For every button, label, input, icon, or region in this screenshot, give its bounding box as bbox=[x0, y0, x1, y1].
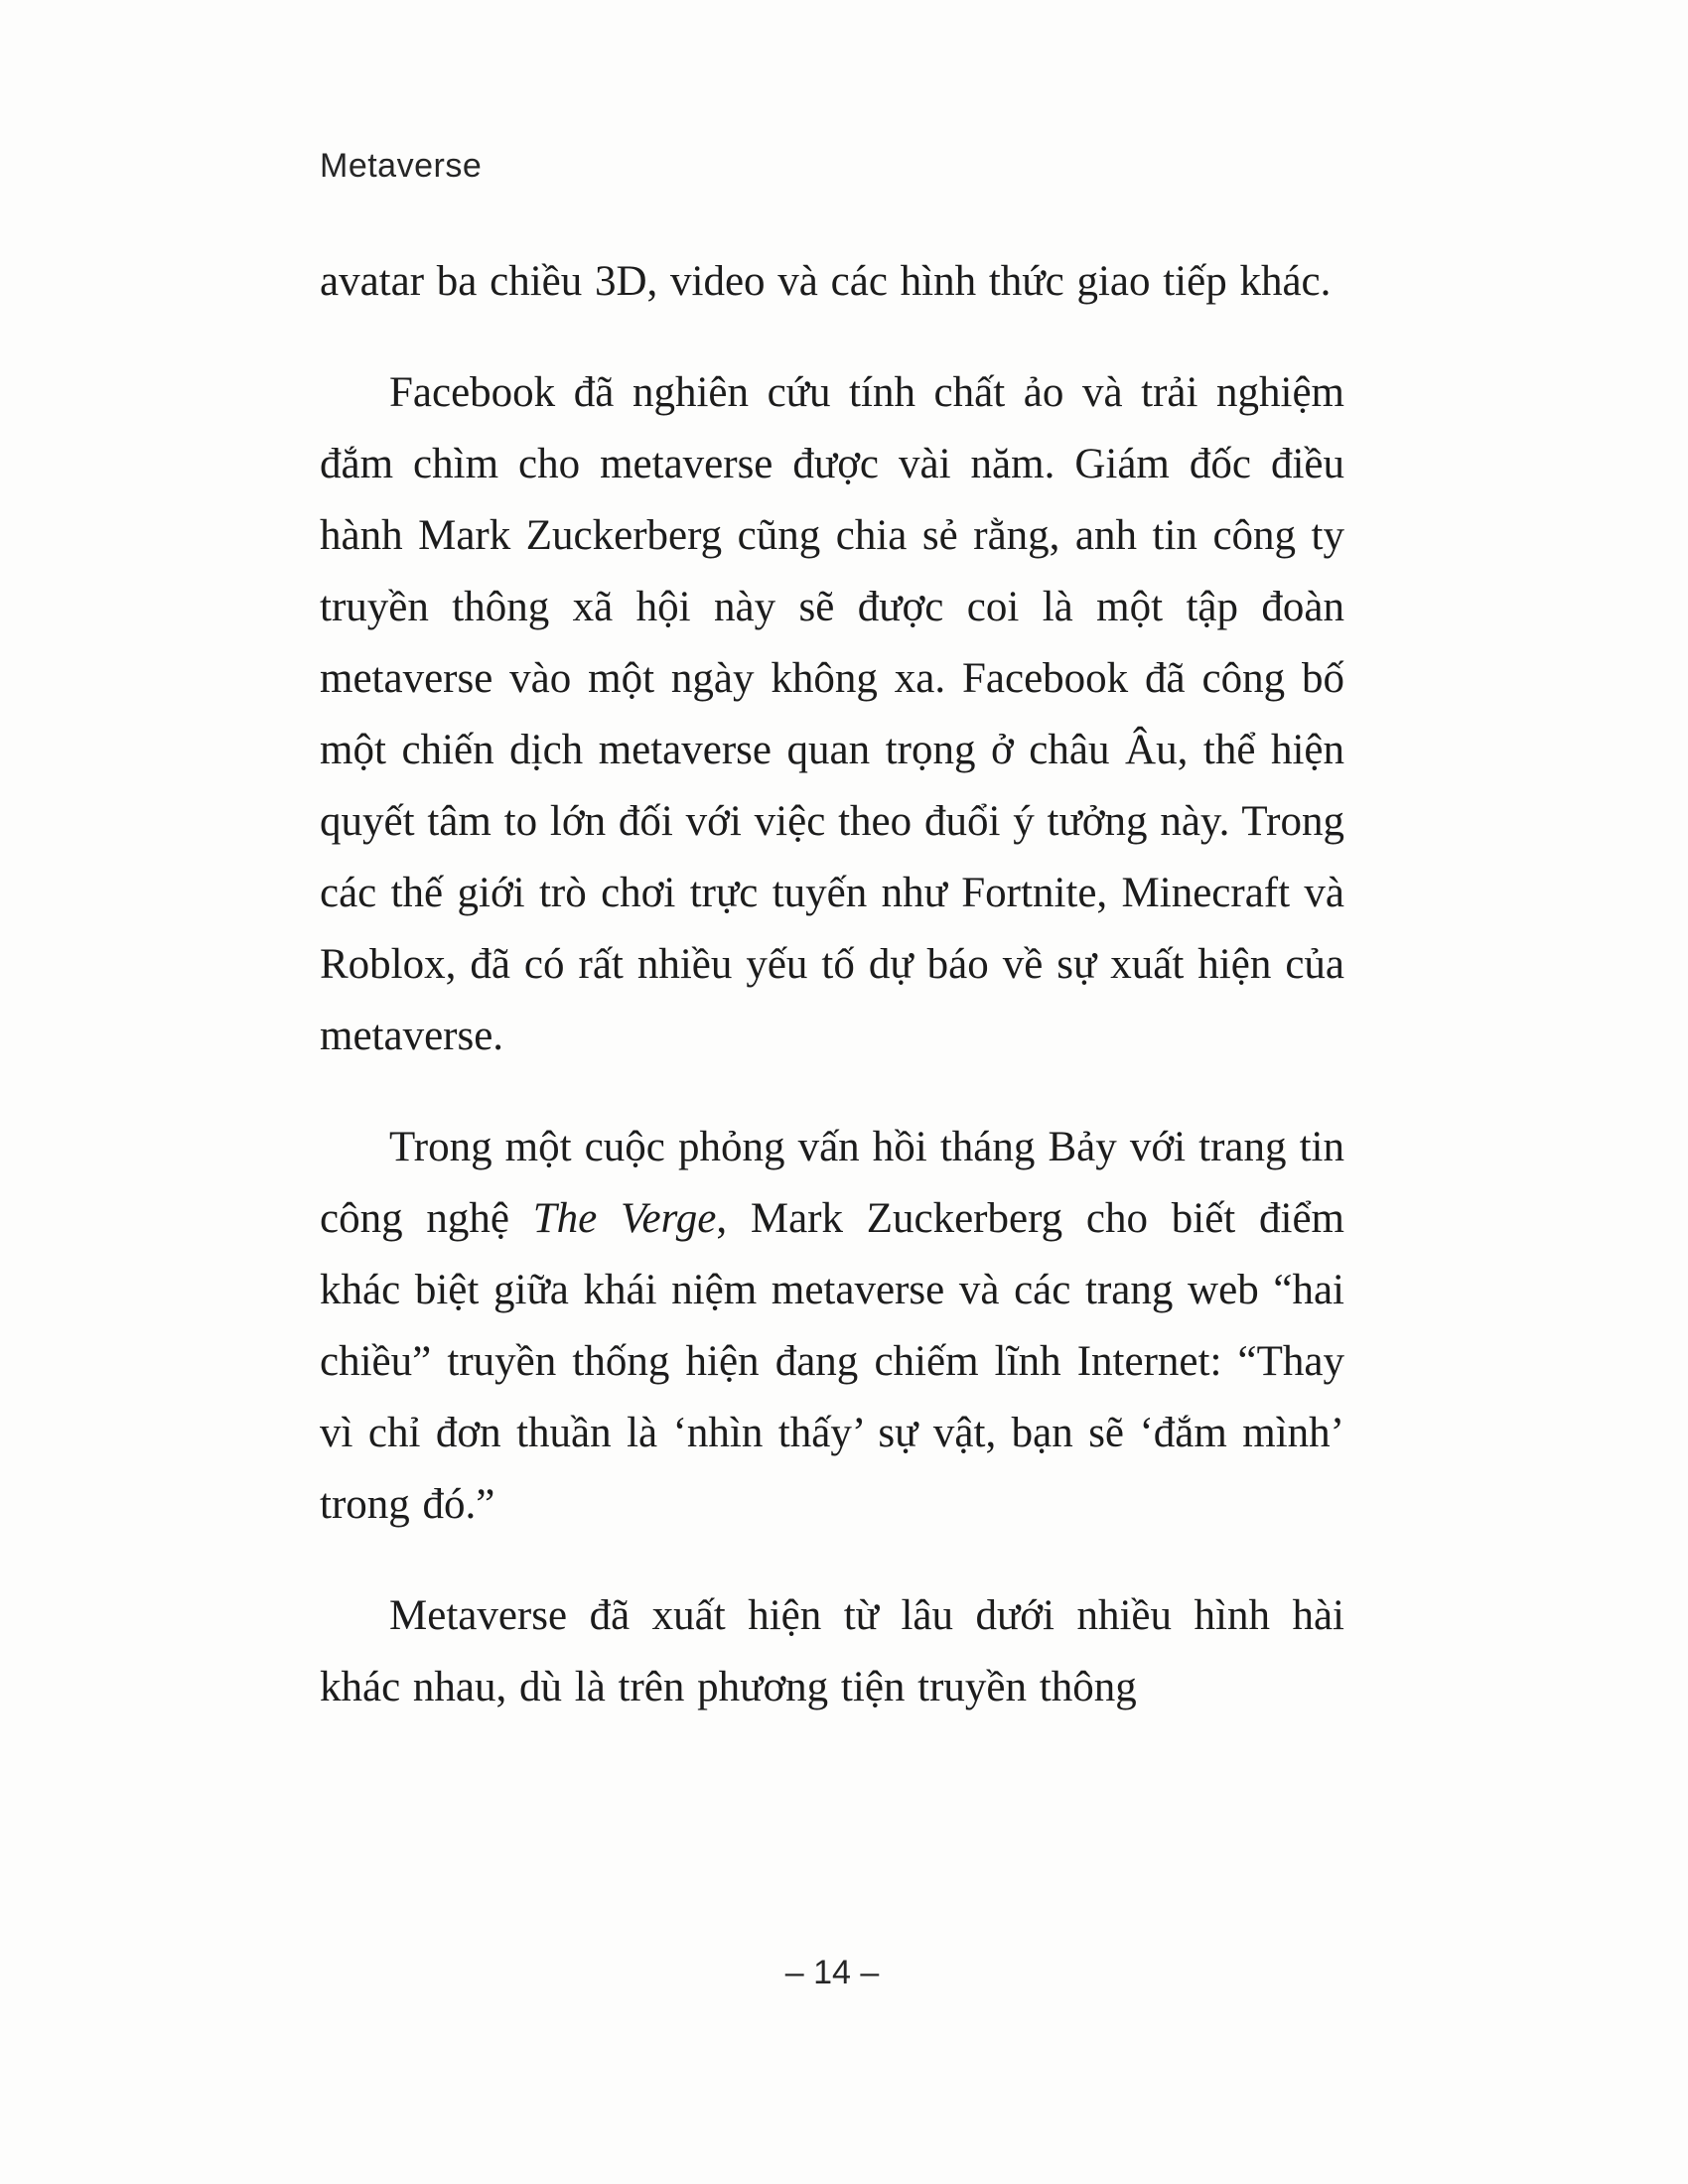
page-body bbox=[320, 246, 1344, 1763]
body-paragraph bbox=[320, 1112, 1344, 1541]
page-number: – 14 – bbox=[784, 1954, 880, 1991]
paragraph-text: , Mark Zuckerberg cho biết điểm khác biệt giữa khái niệm metaverse và các trang web “hai chiều” truyền thống hiện đang chiếm lĩnh Internet: “Thay vì chỉ đơn thuần là ‘nhìn thấy’ sự vật, bạn sẽ ‘đắm mình’ trong đó.” bbox=[320, 1195, 1344, 1528]
publication-title: The Verge bbox=[532, 1195, 717, 1242]
paragraph-text: Trong một cuộc phỏng vấn hồi tháng Bảy với trang tin công nghệ bbox=[320, 1124, 1344, 1242]
running-header: Metaverse bbox=[320, 147, 483, 185]
body-paragraph: Metaverse đã xuất hiện từ lâu dưới nhiều hình hài khác nhau, dù là trên phương tiện truyền thông bbox=[320, 1592, 1344, 1710]
body-paragraph: avatar ba chiều 3D, video và các hình thức giao tiếp khác. bbox=[320, 258, 1332, 305]
body-paragraph: Facebook đã nghiên cứu tính chất ảo và trải nghiệm đắm chìm cho metaverse được vài năm. Giám đốc điều hành Mark Zuckerberg cũng chia sẻ rằng, anh tin công ty truyền thông xã hội này sẽ được coi là một tập đoàn metaverse vào một ngày không xa. Facebook đã công bố một chiến dịch metaverse quan trọng ở châu Âu, thể hiện quyết tâm to lớn đối với việc theo đuổi ý tưởng này. Trong các thế giới trò chơi trực tuyến như Fortnite, Minecraft và Roblox, đã có rất nhiều yếu tố dự báo về sự xuất hiện của metaverse. bbox=[320, 369, 1344, 1059]
